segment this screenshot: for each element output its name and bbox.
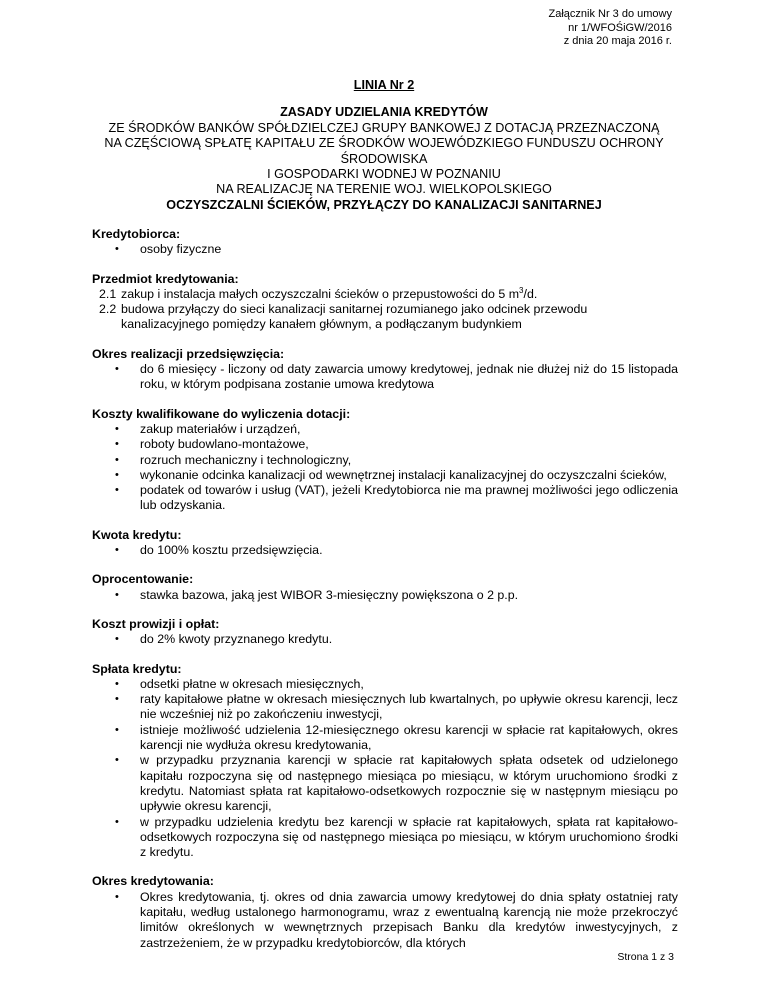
section-interest [92, 572, 678, 603]
document-body [92, 227, 678, 965]
section-title: Spłata kredytu: [92, 661, 182, 676]
section-title: Oprocentowanie: [92, 572, 194, 587]
purpose-heading [80, 182, 688, 213]
superscript: 3 [519, 285, 524, 295]
list-item-text: istnieje możliwość udzielenia 12-miesięcznego okresu karencji w spłacie rat kapitałowych, okres karencji nie wydłuża okresu kredytowania, [140, 722, 678, 753]
list-item-text: do 100% kosztu przedsięwzięcia. [140, 543, 323, 558]
list-item-text: odsetki płatne w okresach miesięcznych, [140, 676, 364, 691]
bullet-icon: • [115, 484, 119, 497]
list-item [92, 468, 678, 483]
list-item [92, 723, 678, 754]
rules-heading-line: ZASADY UDZIELANIA KREDYTÓW [280, 105, 488, 119]
rules-heading-line: NA CZĘŚCIOWĄ SPŁATĘ KAPITAŁU ZE ŚRODKÓW WOJEWÓDZKIEGO FUNDUSZU OCHRONY [104, 136, 664, 150]
bullet-icon: • [115, 422, 119, 435]
section-title: Koszt prowizji i opłat: [92, 616, 220, 631]
bullet-icon: • [115, 890, 119, 903]
list-item-text: raty kapitałowe płatne w okresach miesięcznych lub kwartalnych, po upływie okresu karencji, lecz nie wcześniej niż po zakończeniu inwestycji, [140, 692, 678, 722]
list-item-text: w przypadku udzielenia kredytu bez karencji w spłacie rat kapitałowych, spłata rat kapitałowo-odsetkowych rozpoczyna się od następnego miesiąca po miesiącu, w którym uruchomiono środki z kredytu. [140, 814, 678, 860]
list-item [92, 287, 678, 302]
bullet-icon: • [115, 677, 119, 690]
section-title: Koszty kwalifikowane do wyliczenia dotacji: [92, 406, 351, 421]
rules-heading-line: ZE ŚRODKÓW BANKÓW SPÓŁDZIELCZEJ GRUPY BANKOWEJ Z DOTACJĄ PRZEZNACZONĄ [108, 120, 660, 135]
list-item [92, 422, 678, 437]
rules-heading-line: I GOSPODARKI WODNEJ W POZNANIU [267, 167, 501, 181]
list-item-text: budowa przyłączy do sieci kanalizacji sanitarnej rozumianego jako odcinek przewodu kanalizacyjnego pomiędzy kanałem głównym, a podłączanym budynkiem [121, 302, 588, 332]
list-item [92, 890, 678, 951]
attachment-note-line: nr 1/WFOŚiGW/2016 [568, 21, 672, 34]
line-title-text: LINIA Nr 2 [353, 78, 415, 92]
bullet-icon: • [115, 243, 119, 256]
attachment-note-line: z dnia 20 maja 2016 r. [563, 35, 672, 47]
attachment-note [549, 8, 673, 49]
section-loan-period [92, 874, 678, 950]
bullet-list [92, 422, 678, 514]
page-number: Strona 1 z 3 [617, 951, 674, 963]
section-eligible-costs [92, 407, 678, 514]
list-item-text-tail: /d. [523, 286, 538, 301]
list-item-text: zakup materiałów i urządzeń, [140, 421, 301, 436]
numbered-list [92, 287, 678, 333]
bullet-icon: • [115, 633, 119, 646]
list-item-text: zakup i instalacja małych oczyszczalni ścieków o przepustowości do 5 m [121, 286, 520, 301]
bullet-list [92, 890, 678, 951]
list-item [92, 302, 678, 333]
attachment-note-line: Załącznik Nr 3 do umowy [548, 8, 672, 20]
bullet-icon: • [115, 723, 119, 736]
bullet-icon: • [115, 588, 119, 601]
list-item-number: 2.2 [99, 302, 117, 317]
purpose-heading-line: OCZYSZCZALNI ŚCIEKÓW, PRZYŁĄCZY DO KANALIZACJI SANITARNEJ [166, 197, 602, 212]
list-item [92, 753, 678, 814]
bullet-icon: • [115, 363, 119, 376]
list-item [92, 677, 678, 692]
rules-heading [80, 105, 688, 183]
list-item [92, 362, 678, 393]
list-item [92, 632, 678, 647]
list-item-text: osoby fizyczne [140, 242, 222, 257]
list-item-text: podatek od towarów i usług (VAT), jeżeli Kredytobiorca nie ma prawnej możliwości jego odliczenia lub odzyskania. [140, 483, 678, 513]
list-item [92, 453, 678, 468]
section-fees [92, 617, 678, 648]
list-item-number: 2.1 [99, 286, 117, 301]
section-title: Przedmiot kredytowania: [92, 271, 239, 286]
list-item [92, 242, 678, 257]
list-item [92, 483, 678, 514]
bullet-icon: • [115, 438, 119, 451]
section-title: Okres realizacji przedsięwzięcia: [92, 346, 285, 361]
list-item [92, 815, 678, 861]
bullet-list [92, 543, 678, 558]
bullet-list [92, 362, 678, 393]
line-title [80, 78, 688, 94]
section-implementation-period [92, 347, 678, 393]
list-item-text: roboty budowlano-montażowe, [140, 437, 309, 452]
bullet-list [92, 632, 678, 647]
bullet-icon: • [115, 453, 119, 466]
rules-heading-line: ŚRODOWISKA [340, 151, 428, 166]
section-title: Okres kredytowania: [92, 874, 214, 889]
bullet-icon: • [115, 544, 119, 557]
list-item [92, 692, 678, 723]
section-title: Kwota kredytu: [92, 527, 182, 542]
bullet-icon: • [115, 693, 119, 706]
section-loan-subject [92, 272, 678, 333]
list-item-text: w przypadku przyznania karencji w spłacie rat kapitałowych spłata odsetek od udzielonego kapitału rozpoczyna się od następnego miesiąca po miesiącu, w którym uruchomiono środki z kredytu. Natomiast spłata rat kapitałowo-odsetkowych rozpocznie się w następnym miesiącu po upływie okresu karencji, [140, 753, 678, 814]
bullet-list [92, 677, 678, 861]
list-item [92, 588, 678, 603]
list-item-text: wykonanie odcinka kanalizacji od wewnętrznej instalacji kanalizacyjnej do oczyszczalni ścieków, [140, 467, 667, 482]
list-item-text: stawka bazowa, jaką jest WIBOR 3-miesięczny powiększona o 2 p.p. [140, 587, 519, 602]
section-loan-amount [92, 528, 678, 559]
purpose-heading-line: NA REALIZACJĘ NA TERENIE WOJ. WIELKOPOLSKIEGO [216, 182, 552, 196]
list-item-text: do 6 miesięcy - liczony od daty zawarcia umowy kredytowej, jednak nie dłużej niż do 15 listopada roku, w którym podpisana zostanie umowa kredytowa [140, 362, 678, 392]
section-borrower [92, 227, 678, 258]
bullet-icon: • [115, 468, 119, 481]
section-repayment [92, 662, 678, 861]
list-item [92, 437, 678, 452]
bullet-icon: • [115, 815, 119, 828]
list-item-text: rozruch mechaniczny i technologiczny, [140, 452, 352, 467]
bullet-list [92, 588, 678, 603]
bullet-list [92, 242, 678, 257]
section-title: Kredytobiorca: [92, 227, 181, 241]
list-item-text: do 2% kwoty przyznanego kredytu. [140, 632, 333, 647]
list-item-text: Okres kredytowania, tj. okres od dnia zawarcia umowy kredytowej do dnia spłaty ostatniej raty kapitału, według ustalonego harmonogramu, wraz z ewentualną karencją nie może przekroczyć limitów określonych w wewnętrznych przepisach Banku dla kredytów inwestycyjnych, z zastrzeżeniem, że w przypadku kredytobiorców, dla których [140, 889, 678, 950]
list-item [92, 543, 678, 558]
bullet-icon: • [115, 754, 119, 767]
